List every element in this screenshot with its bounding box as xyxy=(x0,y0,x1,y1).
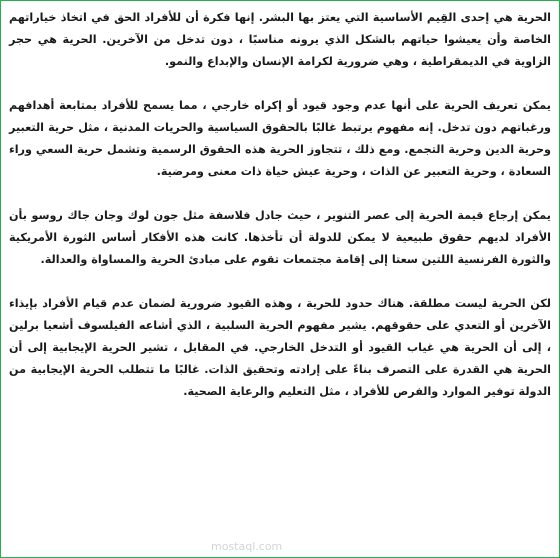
paragraph-3: يمكن إرجاع قيمة الحرية إلى عصر التنوير ، حيث جادل فلاسفة مثل جون لوك وجان جاك روسو بأن الأفراد لديهم حقوق طبيعية لا يمكن للدولة أن تأخذها. كانت هذه الأفكار أساس الثورة الأمريكية والثورة الفرنسية اللتين سعتا إلى إقامة مجتمعات تقوم على مبادئ الحرية والمساواة والعدالة. xyxy=(9,209,551,266)
watermark: mostaql.com xyxy=(211,540,283,553)
paragraph-4: لكن الحرية ليست مطلقة. هناك حدود للحرية ، وهذه القيود ضرورية لضمان عدم قيام الأفراد بإيذاء الآخرين أو التعدي على حقوقهم. يشير مفهوم الحرية السلبية ، الذي أشاعه الفيلسوف أشعيا برلين ، إلى أن الحرية هي غياب القيود أو التدخل الخارجي. في المقابل ، تشير الحرية الإيجابية إلى أن الحرية هي القدرة على التصرف بناءً على إرادته وتحقيق الذات. غالبًا ما تتطلب الحرية الإيجابية من الدولة توفير الموارد والفرص للأفراد ، مثل التعليم والرعاية الصحية. xyxy=(9,297,551,398)
paragraph-1: الحرية هي إحدى القِيم الأساسية التي يعتز بها البشر. إنها فكرة أن للأفراد الحق في اتخاذ خياراتهم الخاصة وأن يعيشوا حياتهم بالشكل الذي يرونه مناسبًا ، دون تدخل من الآخرين. الحرية هي حجر الزاوية في الديمقراطية ، وهي ضرورية لكرامة الإنسان والإبداع والنمو. xyxy=(9,11,551,68)
paragraph-spacer xyxy=(9,271,551,293)
paragraph-spacer xyxy=(9,73,551,95)
paragraph-spacer xyxy=(9,183,551,205)
paragraph-2: يمكن تعريف الحرية على أنها عدم وجود قيود أو إكراه خارجي ، مما يسمح للأفراد بمتابعة أهدافهم ورغباتهم دون تدخل. إنه مفهوم يرتبط غالبًا بالحقوق السياسية والحريات المدنية ، مثل حرية التعبير وحرية الدين وحرية التجمع. ومع ذلك ، تتجاوز الحرية هذه الحقوق الرسمية وتشمل حرية السعي وراء السعادة ، وحرية التعبير عن الذات ، وحرية عيش حياة ذات معنى ومرضية. xyxy=(9,99,551,178)
